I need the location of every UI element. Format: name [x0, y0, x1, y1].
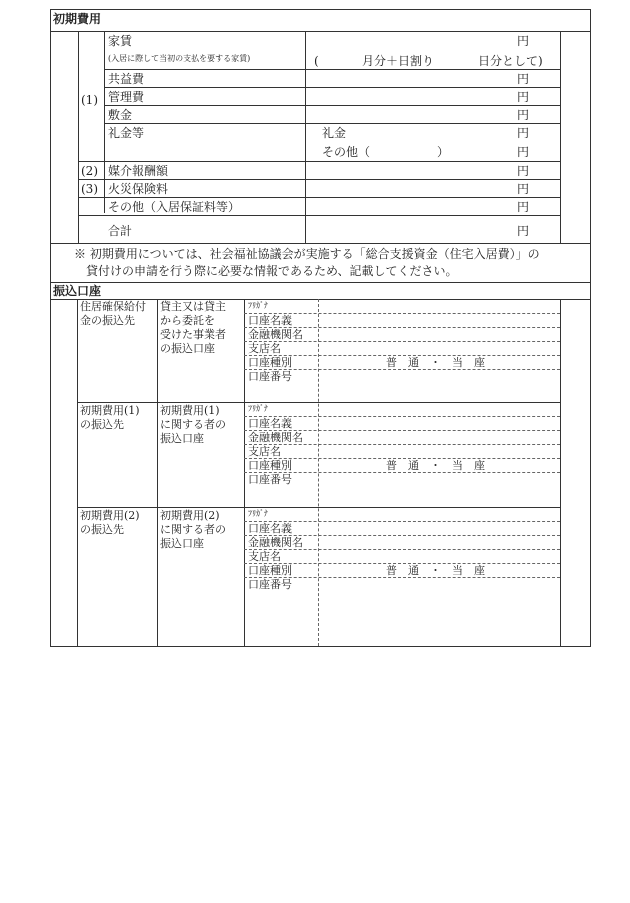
account-type-label: 口座種別 [248, 564, 292, 577]
rent-label: 家賃 [108, 34, 133, 48]
bank-name-label: 金融機関名 [248, 328, 303, 341]
section2-title-line1: 初期費用(1) [80, 404, 140, 417]
rent-open-paren: ( [314, 54, 319, 68]
account-type-options: 普 通 ・ 当 座 [386, 356, 485, 369]
note-line-1: ※ 初期費用については、社会福祉協議会が実施する「総合支援資金（住宅入居費）」の [74, 247, 540, 261]
account-type-options: 普 通 ・ 当 座 [386, 459, 485, 472]
yen-unit: 円 [517, 126, 530, 140]
yen-unit: 円 [517, 90, 530, 104]
account-number-label: 口座番号 [248, 370, 292, 383]
section3-sub-line3: 振込口座 [160, 537, 204, 550]
section3-title-line1: 初期費用(2) [80, 509, 140, 522]
account-number-label: 口座番号 [248, 473, 292, 486]
section1-sub-line4: の振込口座 [160, 342, 215, 355]
common-fee-label: 共益費 [108, 72, 145, 86]
yen-unit: 円 [517, 72, 530, 86]
account-type-options: 普 通 ・ 当 座 [386, 564, 485, 577]
furigana-label: ﾌﾘｶﾞﾅ [248, 404, 268, 413]
account-type-label: 口座種別 [248, 459, 292, 472]
yen-unit: 円 [517, 224, 530, 238]
section1-title-line1: 住居確保給付 [80, 300, 146, 313]
note-line-2: 貸付けの申請を行う際に必要な情報であるため、記載してください。 [86, 264, 458, 278]
group3-label: (3) [81, 182, 98, 196]
group2-label: (2) [81, 164, 98, 178]
rent-note: (入居に際して当初の支払を要する家賃) [108, 54, 251, 63]
yen-unit: 円 [517, 145, 530, 159]
account-name-label: 口座名義 [248, 314, 292, 327]
group1-label: (1) [81, 93, 98, 107]
yen-unit: 円 [517, 182, 530, 196]
section3-sub-line1: 初期費用(2) [160, 509, 220, 522]
section1-title-line2: 金の振込先 [80, 314, 135, 327]
section1-sub-line3: 受けた事業者 [160, 328, 226, 341]
key-money-label: 礼金 [322, 126, 347, 140]
furigana-label: ﾌﾘｶﾞﾅ [248, 509, 268, 518]
management-fee-label: 管理費 [108, 90, 145, 104]
section3-sub-line2: に関する者の [160, 523, 226, 536]
yen-unit: 円 [517, 164, 530, 178]
key-money-other-label: その他（ [322, 145, 371, 159]
bank-name-label: 金融機関名 [248, 536, 303, 549]
section2-sub-line1: 初期費用(1) [160, 404, 220, 417]
key-money-group-label: 礼金等 [108, 126, 145, 140]
other-guarantee-label: その他（入居保証料等） [108, 200, 241, 214]
key-money-other-close: ） [437, 145, 450, 159]
brokerage-fee-label: 媒介報酬額 [108, 164, 169, 178]
account-type-label: 口座種別 [248, 356, 292, 369]
deposit-label: 敷金 [108, 108, 133, 122]
fire-insurance-label: 火災保険料 [108, 182, 169, 196]
transfer-header: 振込口座 [53, 284, 102, 298]
rent-months-text: 月分＋日割り [362, 54, 435, 68]
initial-costs-header: 初期費用 [53, 12, 102, 26]
branch-name-label: 支店名 [248, 445, 281, 458]
account-number-label: 口座番号 [248, 578, 292, 591]
yen-unit: 円 [517, 34, 530, 48]
section2-sub-line2: に関する者の [160, 418, 226, 431]
account-name-label: 口座名義 [248, 417, 292, 430]
section1-sub-line2: から委託を [160, 314, 215, 327]
account-name-label: 口座名義 [248, 522, 292, 535]
branch-name-label: 支店名 [248, 342, 281, 355]
total-label: 合計 [108, 224, 133, 238]
furigana-label: ﾌﾘｶﾞﾅ [248, 301, 268, 310]
yen-unit: 円 [517, 108, 530, 122]
rent-days-text: 日分として) [478, 54, 543, 68]
branch-name-label: 支店名 [248, 550, 281, 563]
section3-title-line2: の振込先 [80, 523, 124, 536]
section2-sub-line3: 振込口座 [160, 432, 204, 445]
bank-name-label: 金融機関名 [248, 431, 303, 444]
section1-sub-line1: 貸主又は貸主 [160, 300, 226, 313]
yen-unit: 円 [517, 200, 530, 214]
section2-title-line2: の振込先 [80, 418, 124, 431]
